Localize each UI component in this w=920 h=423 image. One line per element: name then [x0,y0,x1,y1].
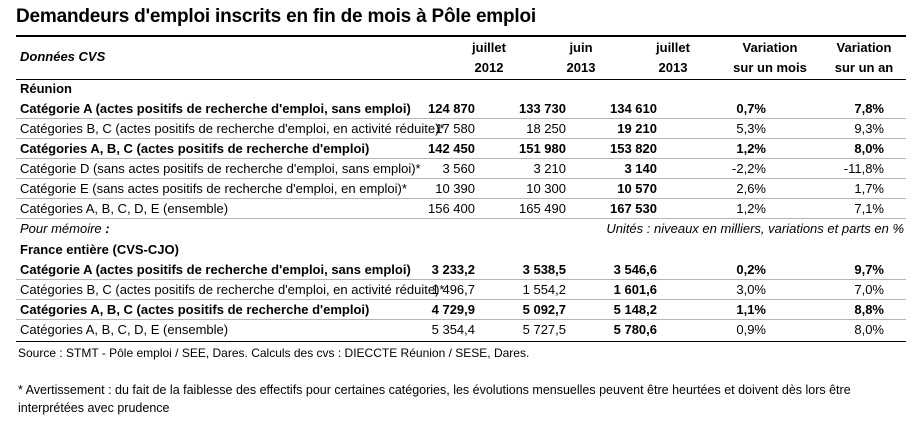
value-variation-an: 7,8% [854,101,884,116]
value-variation-an: 9,7% [854,262,884,277]
value-juin-2013: 5 727,5 [522,322,566,337]
section-title-france: France entière (CVS-CJO) [20,242,179,257]
row-label: Catégorie A (actes positifs de recherche d'emploi, sans emploi) [20,101,411,116]
value-juin-2013: 165 490 [519,201,566,216]
value-juillet-2012: 4 729,9 [431,302,475,317]
value-juillet-2012: 17 580 [435,121,475,136]
units-note: Unités : niveaux en milliers, variations et parts en % [606,221,904,236]
value-variation-mois: 0,9% [736,322,766,337]
value-juillet-2013: 134 610 [610,101,657,116]
value-variation-mois: -2,2% [732,161,766,176]
page-title: Demandeurs d'emploi inscrits en fin de mois à Pôle emploi [16,6,536,27]
table-row [16,119,906,139]
memo-label: Pour mémoire : [20,221,110,236]
value-juillet-2012: 142 450 [428,141,475,156]
header-col-4: Variation sur un mois [733,40,807,75]
value-variation-mois: 1,1% [736,302,766,317]
value-juin-2013: 3 210 [533,161,566,176]
header-col-3: juillet 2013 [656,40,690,75]
value-variation-an: 8,0% [854,322,884,337]
value-juin-2013: 133 730 [519,101,566,116]
value-juillet-2013: 1 601,6 [613,282,657,297]
value-juillet-2013: 153 820 [610,141,657,156]
table-row [16,260,906,280]
value-juillet-2012: 124 870 [428,101,475,116]
section-title-reunion: Réunion [20,81,72,96]
value-juillet-2013: 10 570 [617,181,657,196]
table-header [16,38,906,78]
row-label: Catégorie A (actes positifs de recherche d'emploi, sans emploi) [20,262,411,277]
value-variation-mois: 5,3% [736,121,766,136]
table-row [16,199,906,219]
value-variation-mois: 0,2% [736,262,766,277]
row-label: Catégorie E (sans actes positifs de recherche d'emploi, en emploi)* [20,181,407,196]
table-row [16,179,906,199]
value-variation-mois: 1,2% [736,201,766,216]
row-label: Catégorie D (sans actes positifs de recherche d'emploi, sans emploi)* [20,161,421,176]
header-corner: Données CVS [20,49,106,64]
row-label: Catégories B, C (actes positifs de recherche d'emploi, en activité réduite)* [20,121,445,136]
bottom-rule [16,341,906,342]
value-juillet-2012: 5 354,4 [431,322,475,337]
value-variation-mois: 3,0% [736,282,766,297]
value-juillet-2013: 19 210 [617,121,657,136]
table-row [16,280,906,300]
value-variation-mois: 0,7% [736,101,766,116]
table-row [16,320,906,340]
row-label: Catégories B, C (actes positifs de recherche d'emploi, en activité réduite)* [20,282,445,297]
value-variation-an: 8,8% [854,302,884,317]
table-row [16,159,906,179]
value-variation-an: 7,0% [854,282,884,297]
value-juin-2013: 18 250 [526,121,566,136]
value-juillet-2012: 1 496,7 [431,282,475,297]
row-label: Catégories A, B, C, D, E (ensemble) [20,201,229,216]
value-variation-an: -11,8% [843,161,884,176]
table-row [16,99,906,119]
top-rule [16,35,906,37]
value-juillet-2013: 3 140 [624,161,657,176]
value-juillet-2012: 10 390 [435,181,475,196]
value-variation-an: 9,3% [854,121,884,136]
value-juin-2013: 5 092,7 [522,302,566,317]
row-label: Catégories A, B, C (actes positifs de recherche d'emploi) [20,302,370,317]
value-juillet-2012: 156 400 [428,201,475,216]
row-label: Catégories A, B, C (actes positifs de recherche d'emploi) [20,141,370,156]
value-juillet-2012: 3 233,2 [431,262,475,277]
value-variation-an: 8,0% [854,141,884,156]
header-col-5: Variation sur un an [834,40,894,75]
table-row [16,139,906,159]
value-juillet-2013: 5 780,6 [613,322,657,337]
value-juin-2013: 10 300 [526,181,566,196]
value-variation-mois: 1,2% [736,141,766,156]
value-juillet-2012: 3 560 [442,161,475,176]
value-juillet-2013: 167 530 [610,201,657,216]
warning-note-line-1: * Avertissement : du fait de la faiblesse des effectifs pour certaines catégories, les évolutions mensuelles peuvent être heurtées et doivent dès lors être [18,383,851,397]
value-variation-an: 7,1% [854,201,884,216]
row-label: Catégories A, B, C, D, E (ensemble) [20,322,229,337]
value-variation-an: 1,7% [854,181,884,196]
value-juin-2013: 3 538,5 [522,262,566,277]
header-col-1: juillet 2012 [472,40,506,75]
value-variation-mois: 2,6% [736,181,766,196]
memo-row [16,219,906,239]
header-col-2: juin 2013 [566,40,596,75]
table-row [16,300,906,320]
value-juin-2013: 151 980 [519,141,566,156]
warning-note-line-2: interprétées avec prudence [18,401,170,415]
value-juillet-2013: 5 148,2 [613,302,657,317]
value-juillet-2013: 3 546,6 [613,262,657,277]
source-note: Source : STMT - Pôle emploi / SEE, Dares. Calculs des cvs : DIECCTE Réunion / SESE, Dares. [18,346,530,360]
value-juin-2013: 1 554,2 [522,282,566,297]
